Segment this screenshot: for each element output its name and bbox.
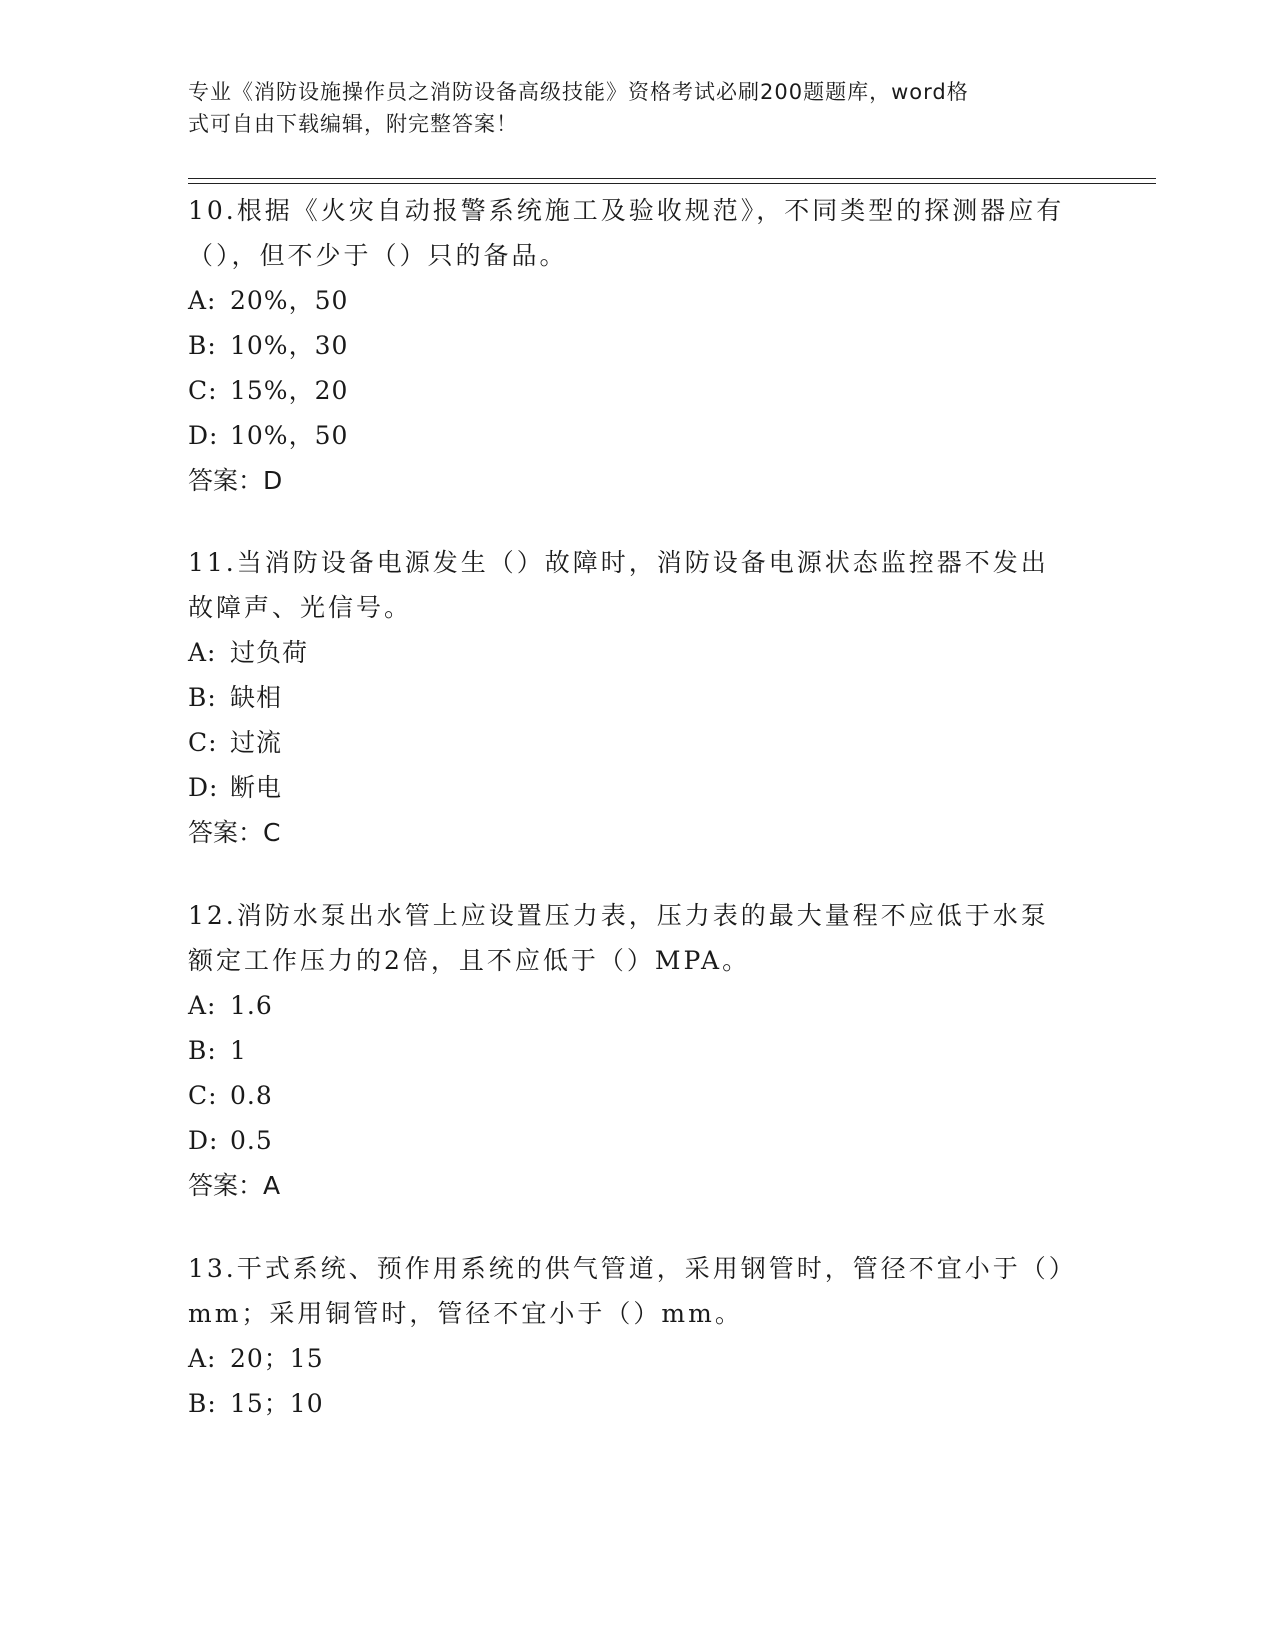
option-b: B: 缺相 [188,683,283,712]
question-10 [188,188,1088,503]
option-c: C: 15%，20 [188,376,349,405]
option-d: D: 0.5 [188,1126,273,1155]
header-divider-top [188,178,1156,179]
answer: 答案：C [188,818,281,847]
option-d: D: 10%，50 [188,421,349,450]
option-b: B: 1 [188,1036,247,1065]
question-12 [188,893,1088,1208]
question-stem: 13.干式系统、预作用系统的供气管道，采用钢管时，管径不宜小于（）mm；采用铜管时，管径不宜小于（）mm。 [188,1254,1065,1328]
answer: 答案：D [188,466,283,495]
header-line-2: 式可自由下载编辑，附完整答案！ [188,112,518,136]
option-c: C: 0.8 [188,1081,273,1110]
question-11 [188,540,1088,855]
option-a: A: 过负荷 [188,638,309,667]
question-13 [188,1246,1088,1426]
option-a: A: 1.6 [188,991,273,1020]
header-divider-bottom [188,183,1156,184]
answer: 答案：A [188,1171,281,1200]
option-a: A: 20；15 [188,1344,324,1373]
option-b: B: 15；10 [188,1389,324,1418]
option-d: D: 断电 [188,773,283,802]
option-c: C: 过流 [188,728,283,757]
document-header [188,76,1068,140]
question-stem: 10.根据《火灾自动报警系统施工及验收规范》，不同类型的探测器应有（），但不少于（）只的备品。 [188,196,1065,270]
option-a: A: 20%，50 [188,286,349,315]
question-stem: 11.当消防设备电源发生（）故障时，消防设备电源状态监控器不发出故障声、光信号。 [188,548,1049,622]
option-b: B: 10%，30 [188,331,349,360]
question-stem: 12.消防水泵出水管上应设置压力表，压力表的最大量程不应低于水泵额定工作压力的2倍，且不应低于（）MPA。 [188,901,1049,975]
header-line-1: 专业《消防设施操作员之消防设备高级技能》资格考试必刷200题题库，word格 [188,80,969,104]
